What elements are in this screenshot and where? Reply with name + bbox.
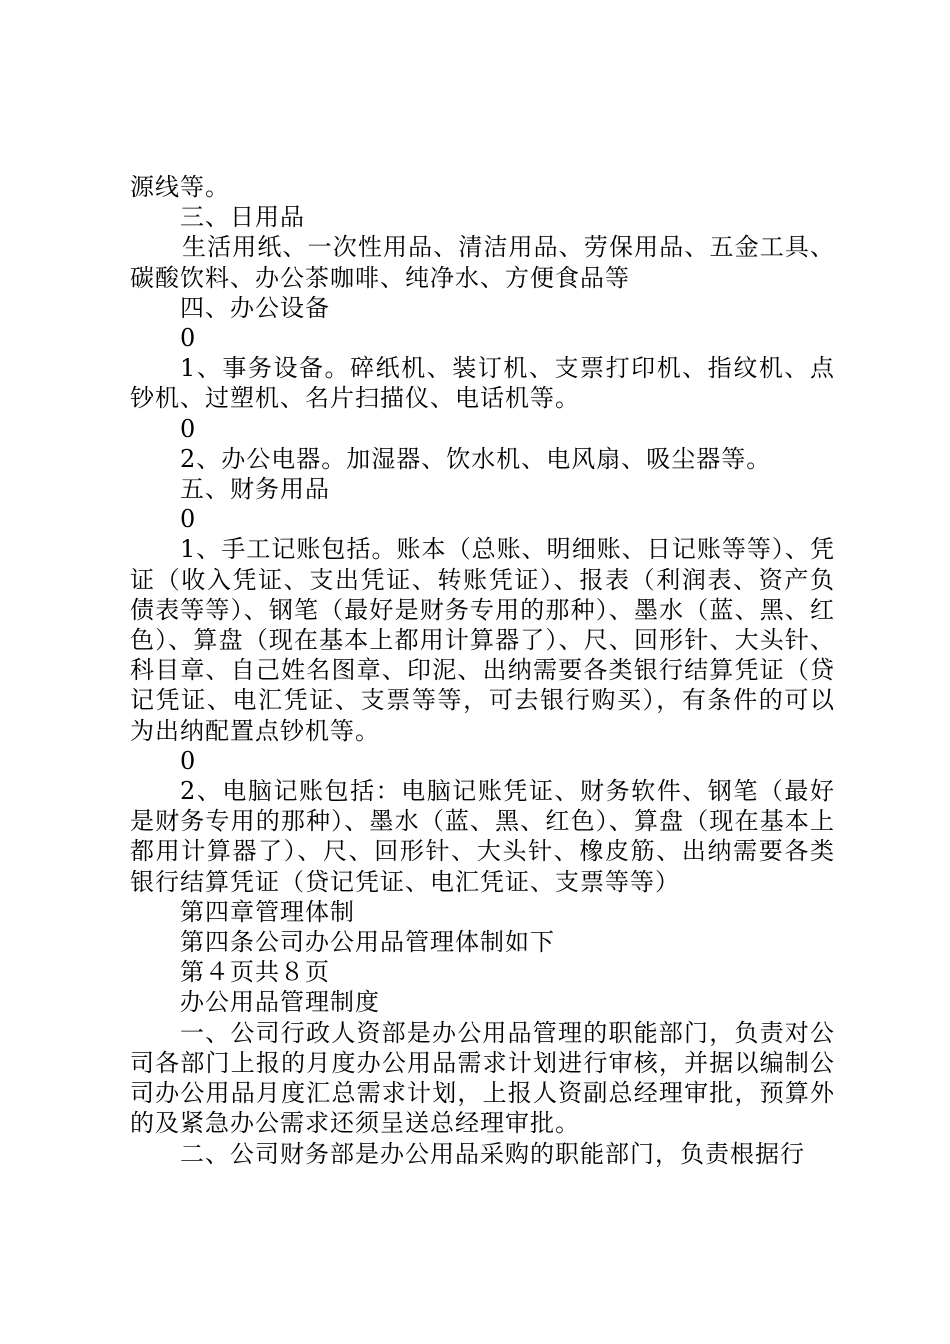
paragraph-continuation: 源线等。 [130,173,230,201]
article-heading: 第四条公司办公用品管理体制如下 [180,928,555,957]
paragraph-business-equipment: 1、事务设备。碎纸机、装订机、支票打印机、指纹机、点钞机、过塑机、名片扫描仪、电话机等。 [130,354,835,413]
section-heading-office-equipment: 四、办公设备 [180,293,330,322]
paragraph-zero-marker: 0 [180,324,197,353]
chapter-heading: 第四章管理体制 [180,897,355,926]
document-running-title: 办公用品管理制度 [180,988,380,1017]
paragraph-zero-marker: 0 [180,505,197,534]
section-heading-finance-supplies: 五、财务用品 [180,475,330,504]
paragraph-admin-department: 一、公司行政人资部是办公用品管理的职能部门，负责对公司各部门上报的月度办公用品需求计划进行审核，并据以编制公司办公用品月度汇总需求计划，上报人资副总经理审批，预算外的及紧急办公需求还须呈送总经理审批。 [130,1018,835,1138]
paragraph-finance-department: 二、公司财务部是办公用品采购的职能部门，负责根据行 [180,1139,805,1168]
paragraph-manual-bookkeeping: 1、手工记账包括。账本（总账、明细账、日记账等等）、凭证（收入凭证、支出凭证、转账凭证）、报表（利润表、资产负债表等等）、钢笔（最好是财务专用的那种）、墨水（蓝、黑、红色）、算盘（现在基本上都用计算器了）、尺、回形针、大头针、科目章、自己姓名图章、印泥、出纳需要各类银行结算凭证（贷记凭证、电汇凭证、支票等等，可去银行购买），有条件的可以为出纳配置点钞机等。 [130,535,835,745]
paragraph-daily-supplies: 生活用纸、一次性用品、清洁用品、劳保用品、五金工具、碳酸饮料、办公茶咖啡、纯净水、方便食品等 [130,233,835,292]
paragraph-computer-bookkeeping: 2、电脑记账包括：电脑记账凭证、财务软件、钢笔（最好是财务专用的那种）、墨水（蓝、黑、红色）、算盘（现在基本上都用计算器了）、尺、回形针、大头针、橡皮筋、出纳需要各类银行结算凭证（贷记凭证、电汇凭证、支票等等） [130,777,835,896]
paragraph-office-appliances: 2、办公电器。加湿器、饮水机、电风扇、吸尘器等。 [180,444,772,473]
paragraph-zero-marker: 0 [180,746,197,775]
page-number: 第４页共８页 [180,958,330,987]
paragraph-zero-marker: 0 [180,414,197,443]
document-body [130,172,835,1169]
section-heading-daily-supplies: 三、日用品 [180,203,305,232]
